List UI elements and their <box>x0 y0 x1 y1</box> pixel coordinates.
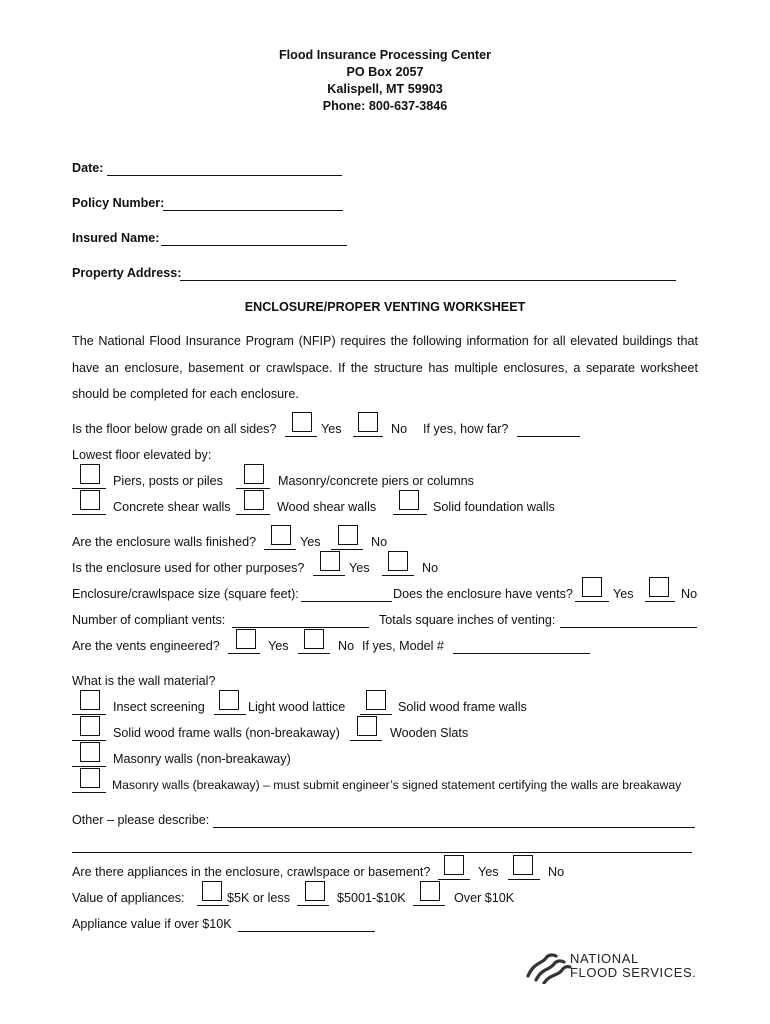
other-purposes-no-checkbox[interactable] <box>388 551 408 571</box>
value-opt1-line <box>197 905 229 906</box>
masonry-nb-label: Masonry walls (non-breakaway) <box>113 752 291 766</box>
below-grade-no-checkbox[interactable] <box>358 412 378 432</box>
masonry-b-label: Masonry walls (breakaway) – must submit engineer’s signed statement certifying the walls are breakaway <box>112 778 682 792</box>
solid-wood-label: Solid wood frame walls <box>398 700 527 714</box>
value-opt3-line <box>413 905 445 906</box>
appliance-over-field[interactable] <box>238 931 375 932</box>
other-describe-field[interactable] <box>213 827 695 828</box>
masonry-piers-line <box>236 488 270 489</box>
other-purposes-question: Is the enclosure used for other purposes? <box>72 561 305 575</box>
engineered-yes-checkbox[interactable] <box>236 629 256 649</box>
vents-yes-checkbox[interactable] <box>582 577 602 597</box>
finished-yes-label: Yes <box>300 535 321 549</box>
masonry-nb-line <box>72 766 106 767</box>
wood-shear-label: Wood shear walls <box>277 500 377 514</box>
vents-question: Does the enclosure have vents? <box>393 587 573 601</box>
other-describe-label: Other – please describe: <box>72 813 210 827</box>
other-purposes-yes-label: Yes <box>349 561 370 575</box>
model-field[interactable] <box>453 653 590 654</box>
wall-material-label: What is the wall material? <box>72 674 216 688</box>
other-describe-field-2[interactable] <box>72 852 692 853</box>
engineered-yes-label: Yes <box>268 639 289 653</box>
finished-question: Are the enclosure walls finished? <box>72 535 257 549</box>
masonry-piers-label: Masonry/concrete piers or columns <box>278 474 474 488</box>
appliances-no-label: No <box>548 865 565 879</box>
compliant-vents-field[interactable] <box>232 627 369 628</box>
intro-line: The National Flood Insurance Program (NFIP) requires the following information for all elevated buildings that <box>72 334 698 348</box>
solid-wood-nb-checkbox[interactable] <box>80 716 100 736</box>
masonry-piers-checkbox[interactable] <box>244 464 264 484</box>
value-opt2-label: $5001-$10K <box>337 891 406 905</box>
total-venting-label: Totals square inches of venting: <box>379 613 556 627</box>
compliant-vents-label: Number of compliant vents: <box>72 613 226 627</box>
solid-foundation-checkbox[interactable] <box>399 490 419 510</box>
concrete-shear-label: Concrete shear walls <box>113 500 231 514</box>
size-field[interactable] <box>301 601 392 602</box>
total-venting-field[interactable] <box>560 627 697 628</box>
vents-yes-label: Yes <box>613 587 634 601</box>
insect-checkbox[interactable] <box>80 690 100 710</box>
property-address-field[interactable] <box>180 280 676 281</box>
appliances-yes-label: Yes <box>478 865 499 879</box>
engineered-no-checkbox[interactable] <box>304 629 324 649</box>
solid-wood-line <box>360 714 392 715</box>
below-grade-yes-checkbox[interactable] <box>292 412 312 432</box>
masonry-nb-checkbox[interactable] <box>80 742 100 762</box>
concrete-shear-line <box>72 514 106 515</box>
below-grade-no-line <box>353 436 383 437</box>
lattice-checkbox[interactable] <box>219 690 239 710</box>
below-grade-no-label: No <box>391 422 408 436</box>
value-opt3-label: Over $10K <box>454 891 515 905</box>
lowest-floor-label: Lowest floor elevated by: <box>72 448 212 462</box>
solid-foundation-label: Solid foundation walls <box>433 500 555 514</box>
engineered-question: Are the vents engineered? <box>72 639 220 653</box>
date-field[interactable] <box>107 175 342 176</box>
finished-yes-line <box>264 549 296 550</box>
wave-icon <box>528 955 570 983</box>
value-opt2-checkbox[interactable] <box>305 881 325 901</box>
appliance-value-label: Value of appliances: <box>72 891 185 905</box>
appliances-no-line <box>508 879 540 880</box>
logo-line-1: NATIONAL <box>570 951 639 966</box>
piers-line <box>72 488 106 489</box>
insect-label: Insect screening <box>113 700 205 714</box>
wooden-slats-label: Wooden Slats <box>390 726 469 740</box>
vents-no-label: No <box>681 587 698 601</box>
policy-number-field[interactable] <box>163 210 343 211</box>
logo-text <box>570 952 697 980</box>
intro-paragraph <box>72 328 698 408</box>
piers-label: Piers, posts or piles <box>113 474 223 488</box>
finished-yes-checkbox[interactable] <box>271 525 291 545</box>
piers-checkbox[interactable] <box>80 464 100 484</box>
masonry-b-checkbox[interactable] <box>80 768 100 788</box>
wooden-slats-line <box>350 740 382 741</box>
below-grade-question: Is the floor below grade on all sides? <box>72 422 277 436</box>
finished-no-line <box>331 549 363 550</box>
value-opt1-checkbox[interactable] <box>202 881 222 901</box>
wood-shear-checkbox[interactable] <box>244 490 264 510</box>
engineered-no-line <box>298 653 330 654</box>
appliances-question: Are there appliances in the enclosure, crawlspace or basement? <box>72 865 431 879</box>
size-question: Enclosure/crawlspace size (square feet): <box>72 587 299 601</box>
appliances-no-checkbox[interactable] <box>513 855 533 875</box>
finished-no-label: No <box>371 535 388 549</box>
vents-yes-line <box>575 601 609 602</box>
solid-wood-checkbox[interactable] <box>366 690 386 710</box>
solid-wood-nb-label: Solid wood frame walls (non-breakaway) <box>113 726 340 740</box>
other-purposes-no-line <box>382 575 414 576</box>
appliances-yes-checkbox[interactable] <box>444 855 464 875</box>
center-name: Flood Insurance Processing Center <box>278 48 492 62</box>
wood-shear-line <box>236 514 270 515</box>
insect-line <box>72 714 106 715</box>
worksheet-title: ENCLOSURE/PROPER VENTING WORKSHEET <box>244 300 526 314</box>
lattice-label: Light wood lattice <box>248 700 346 714</box>
intro-line: have an enclosure, basement or crawlspace. If the structure has multiple enclosures, a separate worksheet <box>72 360 698 375</box>
insured-name-field[interactable] <box>161 245 347 246</box>
model-label: If yes, Model # <box>362 639 444 653</box>
po-box: PO Box 2057 <box>346 65 424 79</box>
vents-no-checkbox[interactable] <box>649 577 669 597</box>
value-opt3-checkbox[interactable] <box>420 881 440 901</box>
masonry-b-line <box>72 792 106 793</box>
phone: Phone: 800-637-3846 <box>322 99 448 113</box>
other-purposes-no-label: No <box>422 561 439 575</box>
below-grade-yes-line <box>285 436 317 437</box>
lattice-line <box>214 714 246 715</box>
engineered-yes-line <box>228 653 260 654</box>
insured-name-label: Insured Name: <box>72 231 160 245</box>
appliance-over-label: Appliance value if over $10K <box>72 917 232 931</box>
how-far-field[interactable] <box>517 436 580 437</box>
appliances-yes-line <box>438 879 470 880</box>
value-opt1-label: $5K or less <box>227 891 290 905</box>
how-far-label: If yes, how far? <box>423 422 509 436</box>
engineered-no-label: No <box>338 639 355 653</box>
property-address-label: Property Address: <box>72 266 182 280</box>
solid-foundation-line <box>393 514 427 515</box>
intro-line: should be completed for each enclosure. <box>72 387 299 401</box>
other-purposes-yes-line <box>313 575 345 576</box>
city-state-zip: Kalispell, MT 59903 <box>327 82 443 96</box>
below-grade-yes-label: Yes <box>321 422 342 436</box>
value-opt2-line <box>297 905 329 906</box>
solid-wood-nb-line <box>72 740 106 741</box>
date-label: Date: <box>72 161 104 175</box>
vents-no-line <box>645 601 675 602</box>
finished-no-checkbox[interactable] <box>338 525 358 545</box>
concrete-shear-checkbox[interactable] <box>80 490 100 510</box>
wooden-slats-checkbox[interactable] <box>357 716 377 736</box>
logo-line-2: FLOOD SERVICES. <box>570 965 697 980</box>
policy-number-label: Policy Number: <box>72 196 165 210</box>
other-purposes-yes-checkbox[interactable] <box>320 551 340 571</box>
